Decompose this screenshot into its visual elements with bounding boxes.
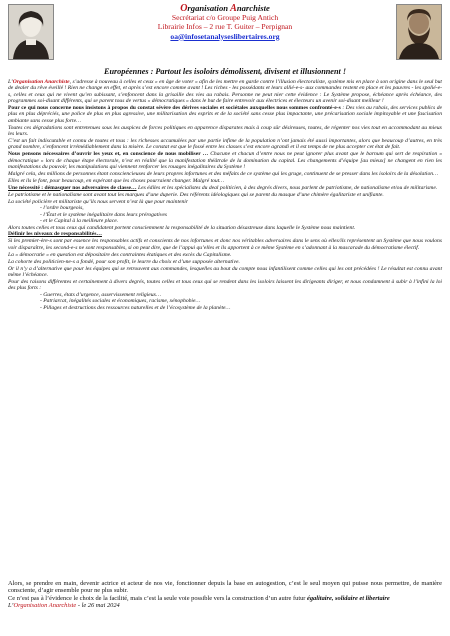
paragraph-necessite bbox=[8, 185, 442, 191]
constat-text: : Des vies au rabais, des services publics de plus en plus dépréciés, une police de plus en plus agressive, une militarisation des esprits et de la société sans cesse plus impactante, une précarisation sociale impitoyable et une fascisation ambiante sans cesse plus forte… bbox=[8, 104, 442, 124]
paragraph-patriotisme: Le patriotisme et le nationalisme sont avant tout les marques d’une duperie. Des référents idéologiques qui se parent du masque d’une chimère égalitariste et unifiante. bbox=[8, 191, 384, 198]
portrait-photo-left bbox=[8, 4, 54, 60]
paragraph-alternative: Or il n’y a d’alternative que pour les équipes qui se retrouvent aux commandes, lesquelles au bout du compte nous infantilisent comme celles qui les ont précédées ! Le résultat est connu avant même l’échéance. bbox=[8, 265, 442, 278]
paragraph-malgre-cela: Malgré cela, des millions de personnes étant consciencieuses de leurs propres infortunes et des méfaits de ce système qui les gruge, continuent de se presser dans les isoloirs de la désolation… bbox=[8, 170, 439, 177]
paragraph-cohorte: La cohorte des politicien-ne-s a fondé, pour son profit, le leurre du choix et d’une supposée alternative. bbox=[8, 258, 240, 265]
email-link[interactable]: oa@infosetanalyseslibertaires.org bbox=[170, 31, 280, 41]
portrait-photo-right bbox=[396, 4, 442, 60]
ouvrir-yeux-heading: Nous pensons nécessaires d’ouvrir les yeux et, en conscience de nous mobiliser … bbox=[8, 151, 209, 158]
list-item: - et le Capital à la meilleure place. bbox=[40, 218, 119, 225]
org-name-part-2: narchiste bbox=[236, 3, 270, 13]
paragraph-premiers: Si les premier-ère-s sont par essence les responsables actifs et conscients de nos infortunes et donc nos véritables adversaires dans le sens où elles/ils représentent un Système que nous voulons voir disparaître, les second-e-s ne sont responsables, si on peut dire, que de l’appui qu’elles et ils apportent à ce même Système en s’adonnant à la mascarade du démocratisme électif. bbox=[8, 238, 442, 251]
constat-heading: Pour ce qui nous concerne nous insistons à propos du constat sévère des dérives sociales et sociétales auxquelles nous sommes confronté-e-s bbox=[8, 104, 341, 111]
list-item: - l’ordre bourgeois, bbox=[40, 205, 84, 212]
responsabilites-heading: Définir les niveaux de responsabilités… bbox=[8, 231, 102, 238]
list-maintenir bbox=[8, 205, 442, 224]
futur-values-1: égalitaire, solidaire bbox=[307, 594, 358, 602]
futur-and: et bbox=[357, 594, 366, 602]
futur-text: Ce n’est pas à l’évidence le choix de la facilité, mais c’est la seule voie possible vers la construction d’un autre futur bbox=[8, 594, 308, 602]
paragraph-esperant: Elles et ils le font, pour beaucoup, en espérant que les choses pourraient changer. Malgré tout… bbox=[8, 177, 225, 184]
org-initial-o: O bbox=[180, 3, 188, 14]
necessite-heading: Une nécessité : démasquer nos adversaires de classe… bbox=[8, 184, 137, 191]
list-item: - Pillages et destructions des ressources naturelles et de l’écosystème de la planète… bbox=[40, 304, 231, 311]
paragraph-constat bbox=[8, 105, 442, 124]
organisation-name bbox=[70, 4, 380, 13]
intro-org-name: Organisation Anarchiste bbox=[12, 79, 70, 85]
paragraph-richesses: C’est un fait indiscutable et connu de toutes et tous : les richesses accumulées par une partie infime de la population n’ont jamais été aussi importantes, alors que beaucoup d’autres, en très grand nombre, s’enfoncent irrémédiablement dans la misère. Le constat est que le fossé entre les classes s’est encore agrandi et il est temps de ne plus accepter cet état de fait. bbox=[8, 137, 442, 151]
intro-text: , s’adresse à nouveau à celles et ceux « en âge de voter » afin de les mettre en garde contre l’illusion électoraliste, système mis en place à son origine dans le seul but de dealer du rêve éveillé ! Rien ne change en effet, et après s’est encore comme avant ! Les riches - les possédants et leurs allié-e-s- aux commandes restent en place et les pauvres - les spolié-e-s, celles et ceux qui ne vivent qu’en subissant, s’enfoncent dans la grisaille des vies au rabais. Personne ne peut nier cette évidence : Le Système propose, échéance après échéance, des programmes soi-disant différents, qui se parent tous de vertus « démocratiques » dans le but de faire entrevoir aux électrices et électeurs un avenir soi-disant meilleur ! bbox=[8, 79, 442, 105]
org-initial-a: A bbox=[230, 3, 237, 14]
page-title: Européennes : Partout les isoloirs démolissent, divisent et illusionnent ! bbox=[103, 67, 347, 76]
ouvrir-yeux-text: Chacune et chacun d’entre nous ne peut ignorer plus avant que le barnum qui sert de respiration « démocratique » lors de chaque étape électorale, n’est en réalité que la manifestation théâtrale de la domination du capital. Les changements d’équipe [au mieux] ne changent en rien les manifestations du pouvoir, les manipulations qui viennent renforcer les rouages inégalitaires du Système ! bbox=[8, 151, 442, 170]
paragraph-candidatent: Alors toutes celles et tous ceux qui candidatent portent consciemment la responsabilité de la situation désastreuse dans laquelle le Système nous maintient. bbox=[8, 224, 356, 231]
list-loi-plus-forts bbox=[8, 292, 442, 311]
organisation-header bbox=[70, 4, 380, 41]
secretariat-line: Secrétariat c/o Groupe Puig Antich bbox=[171, 13, 279, 23]
list-item: - Patriarcat, inégalités sociales et économiques, racisme, xénophobie… bbox=[40, 298, 201, 305]
paragraph-societe-policiere: La société policière et militariste qu’ils nous servent n’est là que pour maintenir bbox=[8, 198, 189, 205]
paragraph-degradations: Toutes ces dégradations sont entretenues sous les auspices de forces politiques en apparence disparates mais à coup sûr désireuses, toutes, de régenter nos vies tout en accommodant au mieux les leurs. bbox=[8, 124, 442, 137]
paragraph-futur bbox=[8, 595, 442, 602]
signature-date: - le 26 mai 2024 bbox=[76, 601, 120, 609]
paragraph-autogestion: Alors, se prendre en main, devenir actrice et acteur de nos vie, fonctionner depuis la base en autogestion, c’est le seul moyen qui puisse nous permettre, de manière consciente, d’agir ensemble pour ne plus subir. bbox=[8, 580, 442, 595]
signature-prefix: L’ bbox=[8, 601, 14, 609]
paragraph-ouvrir-yeux bbox=[8, 151, 442, 170]
paragraph-raisons: Pour des raisons différentes et certainement à divers degrés, toutes celles et tous ceux qui se rendent dans les isoloirs laissent les dirigeants diriger, et nous condamnent à subir à l’infini la loi des plus forts : bbox=[8, 278, 442, 292]
paragraph-democratie: La « démocratie » en question est dépositaire des contraintes étatiques et des excès du Capitalisme. bbox=[8, 251, 232, 258]
list-item: - Guerres, états d’urgence, asservissement religieux… bbox=[40, 292, 162, 299]
list-item: - l’État et le système inégalitaire dans leurs prérogatives bbox=[40, 211, 167, 218]
conclusion-block bbox=[8, 580, 442, 609]
intro-prefix: L’ bbox=[8, 79, 13, 85]
necessite-text: Les édiles et les spécialistes du deal politicien, à des degrés divers, nous parlent de patriotisme, de nationalisme et/ou de militarisme. bbox=[136, 184, 438, 191]
signature-line bbox=[8, 602, 442, 609]
article-body bbox=[8, 79, 442, 311]
org-name-part-1: rganisation bbox=[187, 3, 231, 13]
futur-values-2: libertaire bbox=[365, 594, 390, 602]
paragraph-intro bbox=[8, 79, 442, 104]
address-line: Librairie Infos – 2 rue T. Guiter – Perpignan bbox=[157, 22, 293, 32]
signature-org: Organisation Anarchiste bbox=[13, 601, 77, 609]
